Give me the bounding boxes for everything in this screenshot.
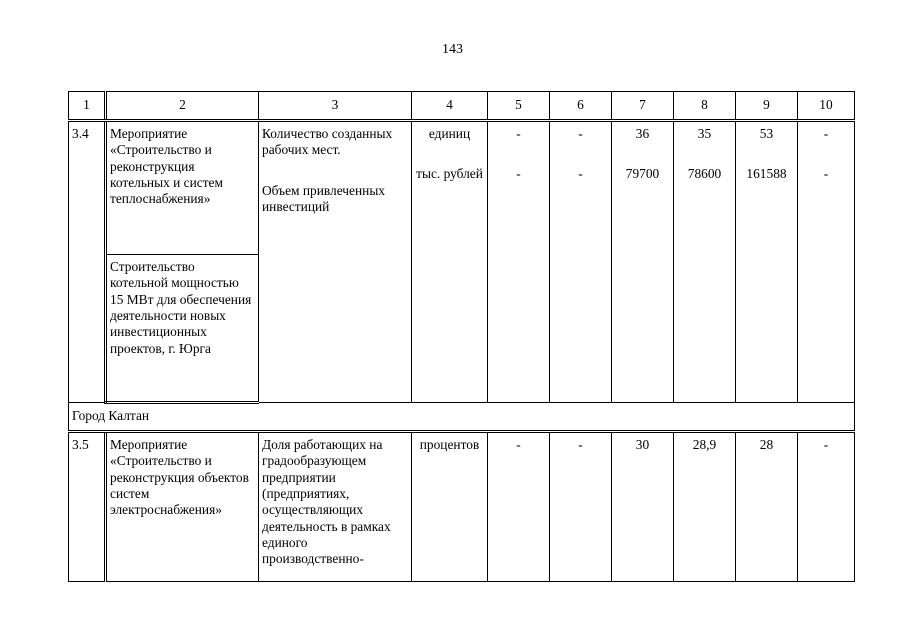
- value: 78600: [687, 166, 722, 182]
- value-cell-6: -: [550, 432, 612, 582]
- indicator-jobs: Количество созданных рабочих мест.: [262, 126, 393, 158]
- row-number: 3.5: [69, 432, 106, 582]
- value-cell-8: [674, 121, 736, 403]
- value: -: [516, 126, 521, 141]
- section-title: Город Калтан: [69, 403, 855, 432]
- indicator-investments: Объем привлеченных инвестиций: [262, 182, 386, 215]
- value: 161588: [746, 166, 787, 182]
- value-cell-9: [736, 121, 798, 403]
- col-header-4: 4: [412, 92, 488, 121]
- value-cell-9: 28: [736, 432, 798, 582]
- value: -: [516, 166, 521, 182]
- unit-cell: [412, 121, 488, 403]
- col-header-1: 1: [69, 92, 106, 121]
- value-cell-10: -: [798, 432, 855, 582]
- page-number: 143: [442, 42, 463, 57]
- value: 53: [759, 126, 774, 141]
- col-header-2: 2: [106, 92, 259, 121]
- value: 35: [697, 126, 712, 141]
- value-cell-10: [798, 121, 855, 403]
- value: -: [823, 166, 829, 182]
- col-header-5: 5: [488, 92, 550, 121]
- col-header-9: 9: [736, 92, 798, 121]
- indicator-share: Доля работающих на градообразующем предприятии (предприятиях, осуществляющих деятельность в рамках единого производственно-: [259, 432, 412, 582]
- col-header-7: 7: [612, 92, 674, 121]
- event-name: Мероприятие «Строительство и реконструкция котельных и систем теплоснабжения»: [106, 121, 259, 255]
- value: -: [578, 126, 583, 141]
- value: 36: [635, 126, 650, 141]
- unit-investments: тыс. рублей: [416, 166, 483, 182]
- section-row: [69, 403, 855, 432]
- sub-event-name: Строительство котельной мощностью 15 МВт для обеспечения деятельности новых инвестиционных проектов, г. Юрга: [106, 255, 259, 403]
- event-name: Мероприятие «Строительство и реконструкция объектов систем электроснабжения»: [106, 432, 259, 582]
- unit-jobs: единиц: [428, 126, 471, 141]
- col-header-10: 10: [798, 92, 855, 121]
- col-header-3: 3: [259, 92, 412, 121]
- value-cell-8: 28,9: [674, 432, 736, 582]
- value: -: [823, 126, 829, 141]
- column-number-row: [69, 92, 855, 121]
- indicator-cell: [259, 121, 412, 403]
- table-row-3-5: [69, 432, 855, 582]
- col-header-6: 6: [550, 92, 612, 121]
- value: 79700: [625, 166, 660, 182]
- col-header-8: 8: [674, 92, 736, 121]
- indicators-table: [68, 91, 855, 582]
- value-cell-5: -: [488, 432, 550, 582]
- value: -: [578, 166, 583, 182]
- row-number: 3.4: [69, 121, 106, 403]
- value-cell-7: [612, 121, 674, 403]
- value-cell-5: [488, 121, 550, 403]
- value-cell-7: 30: [612, 432, 674, 582]
- value-cell-6: [550, 121, 612, 403]
- unit-percent: процентов: [412, 432, 488, 582]
- table-row-3-4: [69, 121, 855, 255]
